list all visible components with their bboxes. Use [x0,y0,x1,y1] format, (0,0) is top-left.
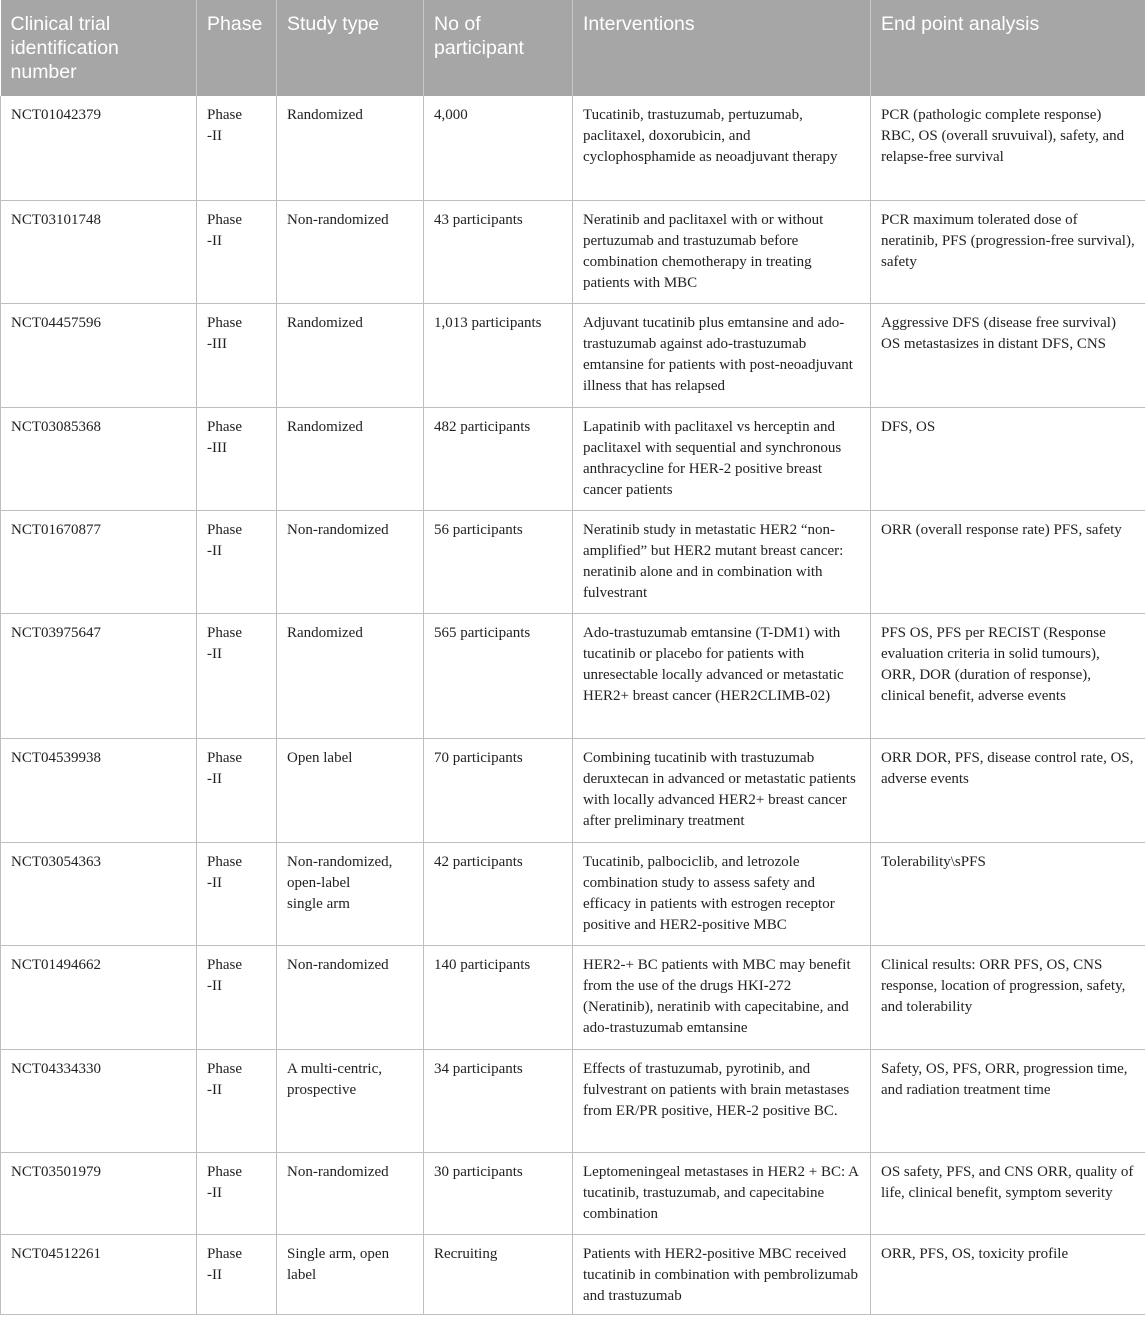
endpoints-cell: ORR DOR, PFS, disease control rate, OS, adverse events [871,738,1145,842]
interventions-cell: Leptomeningeal metastases in HER2 + BC: A tucatinib, trastuzumab, and capecitabine combination [573,1152,871,1234]
study-type-cell: Randomized [277,303,424,407]
endpoints-cell: Clinical results: ORR PFS, OS, CNS response, location of progression, safety, and tolerability [871,945,1145,1049]
trial-id-cell: NCT01670877 [1,510,197,613]
trial-id-cell: NCT03975647 [1,613,197,738]
phase-cell: Phase -II [197,1152,277,1234]
phase-cell: Phase -II [197,1049,277,1152]
interventions-cell: Effects of trastuzumab, pyrotinib, and fulvestrant on patients with brain metastases from ER/PR positive, HER-2 positive BC. [573,1049,871,1152]
interventions-cell: Neratinib study in metastatic HER2 “non-amplified” but HER2 mutant breast cancer: neratinib alone and in combination with fulvestrant [573,510,871,613]
phase-cell: Phase -II [197,510,277,613]
endpoints-cell: OS safety, PFS, and CNS ORR, quality of life, clinical benefit, symptom severity [871,1152,1145,1234]
endpoints-cell: Aggressive DFS (disease free survival) OS metastasizes in distant DFS, CNS [871,303,1145,407]
interventions-cell: Adjuvant tucatinib plus emtansine and ado-trastuzumab against ado-trastuzumab emtansine for patients with post-neoadjuvant illness that has relapsed [573,303,871,407]
phase-cell: Phase -II [197,96,277,200]
participants-cell: 42 participants [424,842,573,945]
table-row [1,1234,1145,1314]
participants-cell: 30 participants [424,1152,573,1234]
phase-cell: Phase -II [197,738,277,842]
endpoints-cell: DFS, OS [871,407,1145,510]
table-row [1,96,1145,200]
participants-cell: 70 participants [424,738,573,842]
study-type-cell: Non-randomized [277,1152,424,1234]
header-trial-id: Clinical trial identification number [1,0,197,96]
study-type-cell: Non-randomized [277,200,424,303]
study-type-cell: Randomized [277,613,424,738]
participants-cell: 56 participants [424,510,573,613]
phase-cell: Phase -III [197,303,277,407]
interventions-cell: Ado-trastuzumab emtansine (T-DM1) with tucatinib or placebo for patients with unresectable locally advanced or metastatic HER2+ breast cancer (HER2CLIMB-02) [573,613,871,738]
study-type-cell: Open label [277,738,424,842]
table-row [1,407,1145,510]
participants-cell: Recruiting [424,1234,573,1314]
phase-cell: Phase -II [197,613,277,738]
interventions-cell: Tucatinib, trastuzumab, pertuzumab, paclitaxel, doxorubicin, and cyclophosphamide as neoadjuvant therapy [573,96,871,200]
participants-cell: 565 participants [424,613,573,738]
header-study-type: Study type [277,0,424,96]
interventions-cell: Neratinib and paclitaxel with or without pertuzumab and trastuzumab before combination chemotherapy in treating patients with MBC [573,200,871,303]
trial-id-cell: NCT03085368 [1,407,197,510]
participants-cell: 1,013 participants [424,303,573,407]
endpoints-cell: ORR, PFS, OS, toxicity profile [871,1234,1145,1314]
table-row [1,613,1145,738]
trial-id-cell: NCT04457596 [1,303,197,407]
table-row [1,945,1145,1049]
participants-cell: 43 participants [424,200,573,303]
phase-cell: Phase -II [197,945,277,1049]
table-row [1,303,1145,407]
study-type-cell: Non-randomized, open-label single arm [277,842,424,945]
study-type-cell: Randomized [277,96,424,200]
study-type-cell: Randomized [277,407,424,510]
header-interventions: Interventions [573,0,871,96]
endpoints-cell: Safety, OS, PFS, ORR, progression time, and radiation treatment time [871,1049,1145,1152]
interventions-cell: Tucatinib, palbociclib, and letrozole combination study to assess safety and efficacy in patients with estrogen receptor positive and HER2-positive MBC [573,842,871,945]
interventions-cell: Lapatinib with paclitaxel vs herceptin and paclitaxel with sequential and synchronous anthracycline for HER-2 positive breast cancer patients [573,407,871,510]
trial-id-cell: NCT01494662 [1,945,197,1049]
phase-cell: Phase -II [197,842,277,945]
table-row [1,842,1145,945]
table-row [1,1049,1145,1152]
trial-id-cell: NCT03054363 [1,842,197,945]
phase-cell: Phase -III [197,407,277,510]
participants-cell: 4,000 [424,96,573,200]
study-type-cell: Non-randomized [277,945,424,1049]
endpoints-cell: PCR (pathologic complete response) RBC, OS (overall sruvuival), safety, and relapse-free survival [871,96,1145,200]
endpoints-cell: Tolerability\sPFS [871,842,1145,945]
endpoints-cell: PFS OS, PFS per RECIST (Response evaluation criteria in solid tumours), ORR, DOR (duration of response), clinical benefit, adverse events [871,613,1145,738]
header-participants: No of participant [424,0,573,96]
header-phase: Phase [197,0,277,96]
trial-id-cell: NCT04539938 [1,738,197,842]
table-row [1,200,1145,303]
phase-cell: Phase -II [197,1234,277,1314]
interventions-cell: Patients with HER2-positive MBC received tucatinib in combination with pembrolizumab and trastuzumab [573,1234,871,1314]
table-row [1,1152,1145,1234]
interventions-cell: Combining tucatinib with trastuzumab deruxtecan in advanced or metastatic patients with locally advanced HER2+ breast cancer after preliminary treatment [573,738,871,842]
participants-cell: 140 participants [424,945,573,1049]
table-header [1,0,1145,96]
trial-id-cell: NCT04334330 [1,1049,197,1152]
interventions-cell: HER2-+ BC patients with MBC may benefit from the use of the drugs HKI-272 (Neratinib), neratinib with capecitabine, and ado-trastuzumab emtansine [573,945,871,1049]
header-row [1,0,1145,96]
table-row [1,510,1145,613]
trial-id-cell: NCT04512261 [1,1234,197,1314]
table-body [1,96,1145,1314]
trial-id-cell: NCT01042379 [1,96,197,200]
participants-cell: 482 participants [424,407,573,510]
table-row [1,738,1145,842]
endpoints-cell: ORR (overall response rate) PFS, safety [871,510,1145,613]
endpoints-cell: PCR maximum tolerated dose of neratinib, PFS (progression-free survival), safety [871,200,1145,303]
header-endpoints: End point analysis [871,0,1145,96]
phase-cell: Phase -II [197,200,277,303]
study-type-cell: Non-randomized [277,510,424,613]
trial-id-cell: NCT03501979 [1,1152,197,1234]
participants-cell: 34 participants [424,1049,573,1152]
trial-id-cell: NCT03101748 [1,200,197,303]
study-type-cell: Single arm, open label [277,1234,424,1314]
study-type-cell: A multi-centric, prospective [277,1049,424,1152]
